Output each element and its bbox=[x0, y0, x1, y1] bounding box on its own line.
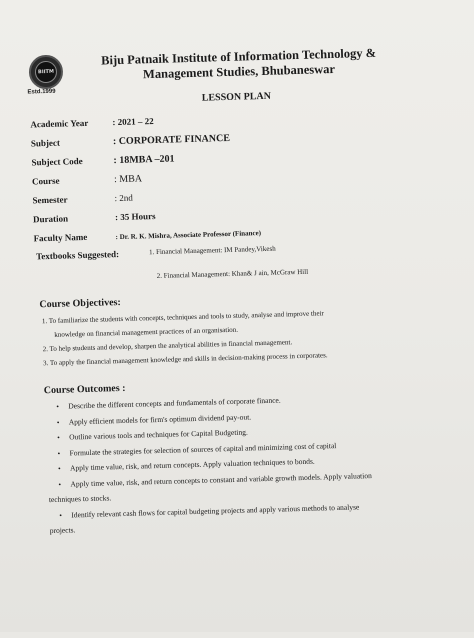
meta-label: Course bbox=[31, 175, 60, 187]
outcome-text: projects. bbox=[49, 525, 76, 536]
bullet-icon: • bbox=[57, 463, 61, 473]
meta-label: Faculty Name bbox=[33, 231, 88, 244]
institute-name-line1: Biju Patnaik Institute of Information Technology & bbox=[100, 45, 377, 68]
course-details bbox=[30, 108, 454, 253]
objectives-list bbox=[42, 303, 463, 371]
bullet-icon: • bbox=[58, 479, 62, 489]
document-title: LESSON PLAN bbox=[201, 90, 272, 104]
outcome-text: Formulate the strategies for selection of sources of capital and minimizing cost of capital bbox=[69, 440, 337, 457]
objective-item: knowledge on financial management practices of an organisation. bbox=[54, 325, 239, 339]
lesson-plan-sheet bbox=[10, 25, 474, 638]
meta-label: Duration bbox=[32, 213, 69, 225]
outcome-text: Apply time value, risk, and return concepts to constant and variable growth models. Apply valuation bbox=[70, 470, 372, 488]
outcomes-list bbox=[48, 387, 474, 538]
established-year: Estd.1999 bbox=[27, 88, 56, 96]
meta-value: : 2021 – 22 bbox=[112, 116, 154, 128]
textbooks-label: Textbooks Suggested: bbox=[35, 249, 120, 262]
meta-label: Subject Code bbox=[31, 156, 83, 168]
meta-value: : CORPORATE FINANCE bbox=[112, 132, 231, 148]
objective-item: 3. To apply the financial management knowledge and skills in decision-making process in corporates. bbox=[42, 351, 328, 368]
meta-value: : MBA bbox=[113, 173, 143, 186]
outcome-text: Apply efficient models for firm's optimum dividend pay-out. bbox=[68, 411, 252, 427]
outcome-text: Apply time value, risk, and return concepts. Apply valuation techniques to bonds. bbox=[69, 456, 315, 473]
outcome-text: Outline various tools and techniques for Capital Budgeting. bbox=[69, 427, 248, 442]
bullet-icon: • bbox=[59, 510, 63, 520]
institute-name-line2: Management Studies, Bhubaneswar bbox=[142, 61, 336, 82]
meta-label: Semester bbox=[32, 194, 68, 206]
meta-value: : 35 Hours bbox=[114, 211, 156, 223]
meta-value: : 18MBA –201 bbox=[113, 153, 175, 167]
bullet-icon: • bbox=[57, 448, 61, 458]
objective-item: 2. To help students and develop, sharpen the analytical abilities in financial management. bbox=[42, 338, 293, 354]
meta-label: Subject bbox=[30, 137, 61, 149]
institute-logo bbox=[28, 55, 63, 90]
outcome-text: Describe the different concepts and fundamentals of corporate finance. bbox=[68, 395, 281, 411]
logo-mark: BIITM bbox=[35, 61, 58, 84]
objectives-title: Course Objectives: bbox=[39, 297, 121, 311]
bullet-icon: • bbox=[56, 417, 60, 427]
bullet-icon: • bbox=[57, 432, 60, 442]
meta-value: : Dr. R. K. Mishra, Associate Professor (Finance) bbox=[115, 229, 262, 242]
meta-label: Academic Year bbox=[30, 117, 89, 130]
textbook-item: 1. Financial Management: IM Pandey,Vikesh bbox=[148, 244, 276, 257]
objective-item: 1. To familiarize the students with concepts, techniques and tools to study, analyse and improve their bbox=[41, 309, 324, 326]
meta-value: : 2nd bbox=[114, 192, 133, 204]
textbook-item: 2. Financial Management: Khan& J ain, McGraw Hill bbox=[156, 267, 309, 280]
bullet-icon: • bbox=[56, 401, 60, 411]
institute-name bbox=[88, 45, 389, 83]
outcome-text: techniques to stocks. bbox=[48, 493, 112, 505]
outcome-text: Identify relevant cash flows for capital budgeting projects and apply various methods to analyse bbox=[71, 501, 360, 519]
outcomes-title: Course Outcomes : bbox=[43, 382, 126, 397]
